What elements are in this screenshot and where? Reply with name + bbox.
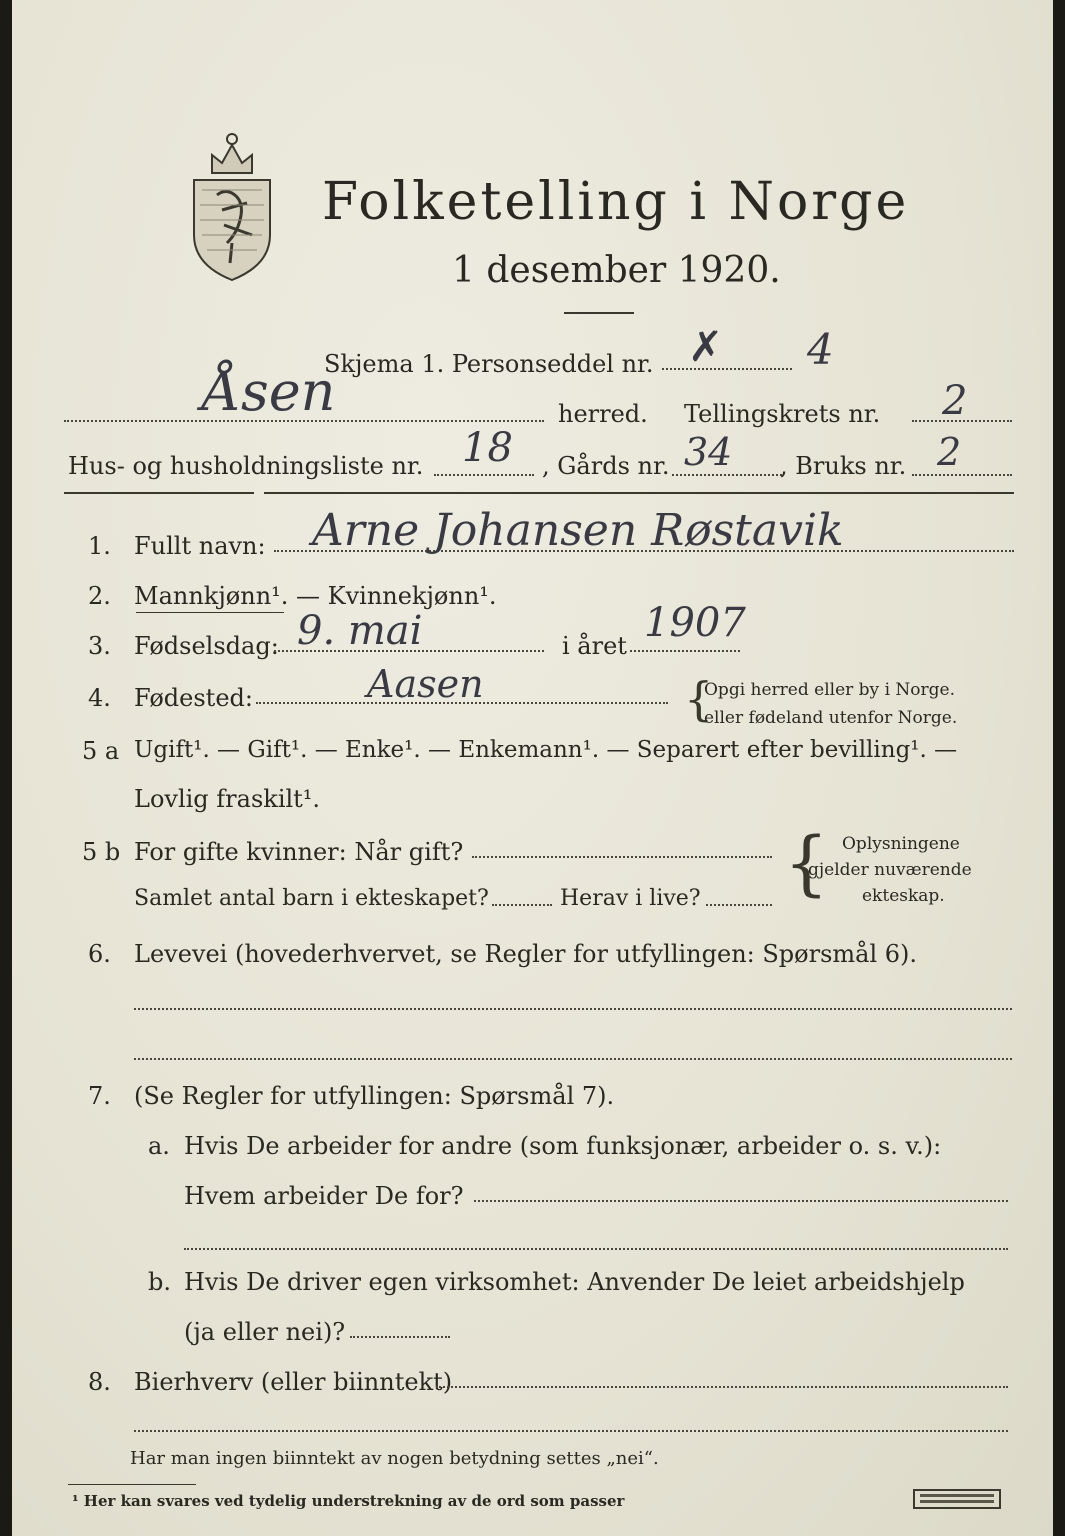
section-divider-right	[264, 492, 1014, 494]
q8-number: 8.	[88, 1368, 111, 1396]
gards-line	[672, 474, 782, 476]
q7a-line1: Hvis De arbeider for andre (som funksjonær, arbeider o. s. v.):	[184, 1132, 942, 1160]
herred-label: herred.	[558, 400, 648, 428]
q5b-line2b: Herav i live?	[560, 886, 701, 911]
herred-line	[64, 420, 544, 422]
footer-note: Har man ingen biinntekt av nogen betydning settes „nei“.	[130, 1448, 659, 1469]
q7-number: 7.	[88, 1082, 111, 1110]
q1-label: Fullt navn:	[134, 532, 266, 560]
hus-value: 18	[462, 425, 513, 471]
hus-label: Hus- og husholdningsliste nr.	[68, 452, 424, 480]
q2-label: Mannkjønn¹. — Kvinnekjønn¹.	[134, 582, 497, 610]
q5b-line1: For gifte kvinner: Når gift?	[134, 838, 464, 866]
printer-stamp-icon	[912, 1488, 1002, 1510]
q1-value: Arne Johansen Røstavik	[312, 505, 844, 556]
hus-line	[434, 474, 534, 476]
bruks-value: 2	[937, 430, 962, 474]
section-divider-left	[64, 492, 254, 494]
q3-value: 9. mai	[297, 608, 423, 654]
q1-number: 1.	[88, 532, 111, 560]
q4-note-line1: Opgi herred eller by i Norge.	[704, 680, 955, 700]
q5b-line2a: Samlet antal barn i ekteskapet?	[134, 886, 489, 911]
q7a-letter: a.	[148, 1132, 170, 1160]
q5b-note-line2: gjelder nuværende	[808, 860, 972, 880]
q3-label: Fødselsdag:	[134, 632, 279, 660]
q4-note-brace: {	[684, 672, 714, 726]
title-divider	[564, 312, 634, 314]
schema-line	[662, 368, 792, 370]
q3-year-line	[630, 650, 740, 652]
q5b-note-line1: Oplysningene	[842, 834, 960, 854]
q7b-line1: Hvis De driver egen virksomhet: Anvender De leiet arbeidshjelp	[184, 1268, 965, 1296]
q5b-live-line	[706, 904, 772, 906]
q7b-line2: (ja eller nei)?	[184, 1318, 346, 1346]
form-date: 1 desember 1920.	[452, 250, 781, 291]
q6-line2	[134, 1058, 1012, 1060]
q7a-line2: Hvem arbeider De for?	[184, 1182, 464, 1210]
tellingskrets-value: 2	[942, 378, 968, 424]
q5b-gift-line	[472, 856, 772, 858]
q4-label: Fødested:	[134, 684, 253, 712]
q5a-line1: Ugift¹. — Gift¹. — Enke¹. — Enkemann¹. — Separert efter bevilling¹. —	[134, 737, 958, 763]
q6-line1	[134, 1008, 1012, 1010]
norwegian-coat-of-arms-icon	[182, 125, 282, 285]
schema-label: Skjema 1. Personseddel nr.	[324, 350, 654, 378]
q5b-number: 5 b	[82, 838, 121, 866]
q7b-letter: b.	[148, 1268, 171, 1296]
footnote: ¹ Her kan svares ved tydelig understrekning av de ord som passer	[72, 1492, 625, 1510]
q4-number: 4.	[88, 684, 111, 712]
gards-label: , Gårds nr.	[542, 452, 670, 480]
q7b-line-answer	[350, 1336, 450, 1338]
q4-value: Aasen	[367, 662, 484, 706]
q7a-line-extra	[184, 1248, 1008, 1250]
crossed-out-mark: ✗	[688, 322, 724, 371]
q7a-line-answer	[474, 1200, 1008, 1202]
q6-number: 6.	[88, 940, 111, 968]
q5b-note-brace: {	[784, 822, 829, 904]
bruks-line	[912, 474, 1012, 476]
q5a-number: 5 a	[82, 737, 120, 765]
q3-year-label: i året	[562, 632, 627, 660]
q2-number: 2.	[88, 582, 111, 610]
schema-value: 4	[807, 325, 834, 374]
footnote-divider	[68, 1484, 196, 1485]
q8-line2	[134, 1430, 1008, 1432]
q3-number: 3.	[88, 632, 111, 660]
q5b-note-line3: ekteskap.	[862, 886, 945, 906]
q5b-barn-line	[492, 904, 552, 906]
q2-underline-mannkjonn	[136, 612, 284, 613]
q5a-line2: Lovlig fraskilt¹.	[134, 785, 321, 813]
q8-label: Bierhverv (eller biinntekt)	[134, 1368, 453, 1396]
tellingskrets-label: Tellingskrets nr.	[684, 400, 881, 428]
q4-note-line2: eller fødeland utenfor Norge.	[704, 708, 958, 728]
herred-handwritten-value: Åsen	[202, 360, 336, 423]
bruks-label: , Bruks nr.	[780, 452, 907, 480]
form-title: Folketelling i Norge	[322, 172, 910, 232]
q6-label: Levevei (hovederhvervet, se Regler for utfyllingen: Spørsmål 6).	[134, 940, 918, 968]
q8-line1	[436, 1386, 1008, 1388]
gards-value: 34	[684, 430, 733, 474]
q7-label: (Se Regler for utfyllingen: Spørsmål 7).	[134, 1082, 615, 1110]
q3-year-value: 1907	[644, 600, 746, 646]
